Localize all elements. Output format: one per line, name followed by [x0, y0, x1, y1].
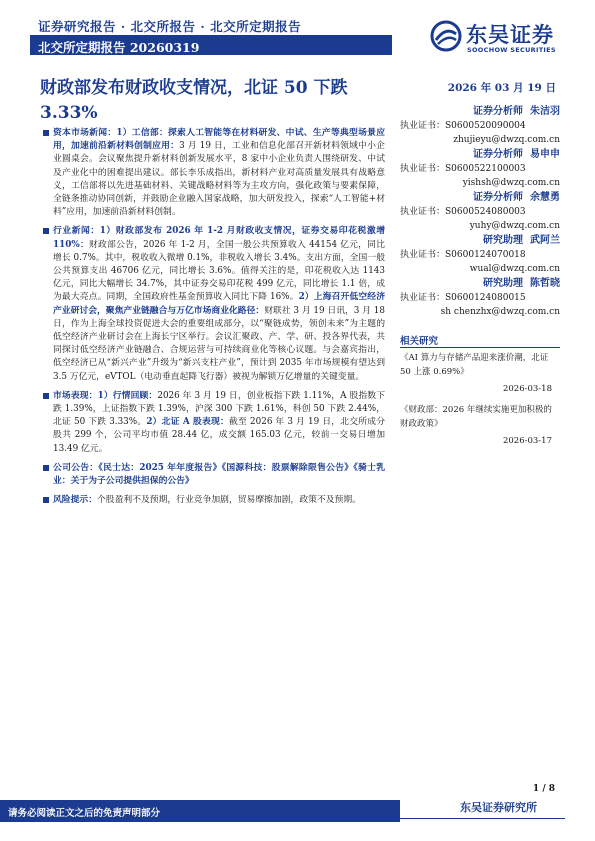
- related-item-link[interactable]: 《AI 算力与存储产品迎来涨价潮，北证 50 上涨 0.69%》: [400, 353, 549, 377]
- section-risk-warning: [53, 494, 385, 507]
- section-lead: 1）行情回顾：: [97, 390, 158, 401]
- header-breadcrumb: 证券研究报告 · 北交所报告 · 北交所定期报告: [38, 19, 302, 34]
- section-industry-news: [53, 225, 385, 383]
- logo-text-cn: 东吴证券: [466, 23, 554, 47]
- logo-mark-icon: [430, 20, 462, 52]
- analyst-card: [400, 233, 560, 276]
- related-item-date: 2026-03-18: [502, 384, 552, 394]
- logo-text-en: SOOCHOW SECURITIES: [467, 46, 556, 54]
- section-label: 行业新闻：: [53, 226, 100, 237]
- report-series-label: 北交所定期报告 20260319: [38, 40, 200, 55]
- section-text: 财政部公告，2026 年 1-2 月，全国一般公共预算收入 44154 亿元，同比增长 0.7%。其中，税收收入微增 0.1%，非税收入增长 3.4%。支出方面，全国一般公共预算支出 46706 亿元，同比增长 3.6%。值得关注的是，印花税收入达 1143 亿元，同比大幅增长 34.7%，其中证券交易印花税 499 亿元，同比增长 1.1 倍，成为最大亮点。同期，全国政府性基金预算收入同比下降 16%。: [53, 239, 385, 303]
- analyst-email[interactable]: wual@dwzq.com.cn: [469, 263, 560, 274]
- analyst-cert: 执业证书：S0600522100003: [400, 164, 526, 174]
- section-capital-market-news: [53, 127, 385, 219]
- section-text: 3 月 19 日，工业和信息化部召开新材料领域中小企业圆桌会。会议聚焦提升新材料创新发展水平，8 家中小企业负责人围绕研发、中试及产业化中的困难提出建议。部长李乐成指出，新材料产业对高质量发展具有战略意义，工信部将以先进基础材料、关键战略材料等为主攻方向，强化政策与要素保障，全链条推动协同创新，并鼓励企业融入国家战略，加大研发投入，探索“人工智能+材料”应用，加速前沿新材料创制。: [53, 141, 385, 218]
- section-lead-2: 2）北证 A 股表现：: [146, 417, 230, 428]
- section-market-performance: [53, 390, 385, 456]
- related-item-link[interactable]: 《财政部：2026 年继续实施更加积极的财政政策》: [400, 405, 552, 429]
- company-logo: [430, 18, 570, 60]
- analyst-cert: 执业证书：S0600124080015: [400, 293, 526, 303]
- report-date: 2026 年 03 月 19 日: [447, 82, 556, 94]
- section-label: 风险提示：: [53, 495, 97, 506]
- analyst-cert: 执业证书：S0600520090004: [400, 121, 526, 131]
- footer-divider: [400, 818, 565, 819]
- analyst-role-name: 证券分析师 朱洁羽: [473, 106, 560, 117]
- page-number: 1 / 8: [532, 784, 555, 794]
- section-lead: 1）财政部发布 2026 年 1-2 月财政收支情况，证券交易印花税激增 110%：: [53, 226, 385, 250]
- analyst-email[interactable]: yishsh@dwzq.com.cn: [462, 177, 560, 188]
- analyst-email[interactable]: sh chenzhx@dwzq.com.cn: [440, 306, 560, 317]
- analyst-list: [400, 104, 560, 319]
- footer-org: 东吴证券研究所: [460, 801, 537, 814]
- section-text-2: 财联社 3 月 19 日讯，3 月 18 日，作为上海全球投资促进大会的重要组成部分，以“聚链成势，领创未来”为主题的低空经济产业研讨会在上海长宁区举行。会议汇聚政、产、学、研、投各界代表，共同探讨低空经济产业链融合、合规运营与可持续商业化等核心议题。与会嘉宾指出，低空经济已从“新兴产业”升级为“新兴支柱产业”，预计到 2035 年市场规模有望达到 3.5 万亿元，eVTOL（电动垂直起降飞行器）被视为解锁万亿增量的关键变量。: [53, 305, 385, 382]
- section-label: 资本市场新闻：: [53, 128, 117, 138]
- analyst-role-name: 研究助理 武阿兰: [483, 235, 560, 246]
- analyst-cert: 执业证书：S0600124070018: [400, 250, 526, 260]
- related-research-title: 相关研究: [400, 336, 439, 347]
- section-lead: 《民士达：2025 年年度报告》《国源科技：股票解除限售公告》《骑士乳业：关于为子公司提供担保的公告》: [53, 462, 385, 487]
- analyst-role-name: 证券分析师 余慧勇: [473, 192, 560, 203]
- analyst-role-name: 研究助理 陈哲晓: [483, 278, 560, 289]
- analyst-card: [400, 276, 560, 319]
- analyst-email[interactable]: zhujieyu@dwzq.com.cn: [453, 134, 560, 145]
- section-lead: 1）工信部：探索人工智能等在材料研发、中试、生产等典型场景应用，加速前沿新材料创制应用：: [53, 128, 385, 152]
- section-label: 市场表现：: [53, 390, 98, 401]
- section-company-announcements: [53, 462, 385, 488]
- analyst-card: [400, 147, 560, 190]
- analyst-role-name: 证券分析师 易申申: [473, 149, 560, 160]
- related-divider: [400, 347, 560, 348]
- section-text-2: 截至 2026 年 3 月 19 日，北交所成分股共 299 个，公司平均市值 28.44 亿，成交额 165.03 亿元，较前一交易日增加 13.49 亿元。: [53, 417, 385, 454]
- analyst-cert: 执业证书：S0600524080003: [400, 207, 526, 217]
- section-label: 公司公告：: [53, 462, 99, 473]
- disclaimer-bar: [0, 800, 400, 822]
- analyst-card: [400, 190, 560, 233]
- section-text: 个股盈利不及预期，行业竞争加剧，贸易摩擦加剧，政策不及预期。: [97, 495, 361, 506]
- section-text: 2026 年 3 月 19 日，创业板指下跌 1.11%，A 股指数下跌 1.39%，上证指数下跌 1.39%，沪深 300 下跌 1.61%，科创 50 下跌 2.44%，北证 50 下跌 3.33%。: [53, 390, 385, 428]
- main-content: [53, 127, 385, 513]
- analyst-email[interactable]: yuhy@dwzq.com.cn: [469, 220, 560, 231]
- disclaimer-text: 请务必阅读正文之后的免责声明部分: [8, 808, 161, 819]
- header-series-bar: [30, 37, 392, 55]
- analyst-card: [400, 104, 560, 147]
- report-title: 财政部发布财政收支情况，北证 50 下跌 3.33%: [40, 78, 348, 123]
- related-item-date: 2026-03-17: [502, 436, 552, 446]
- section-lead-2: 2）上海召开低空经济产业研讨会，聚焦产业链融合与万亿市场商业化路径：: [53, 292, 385, 316]
